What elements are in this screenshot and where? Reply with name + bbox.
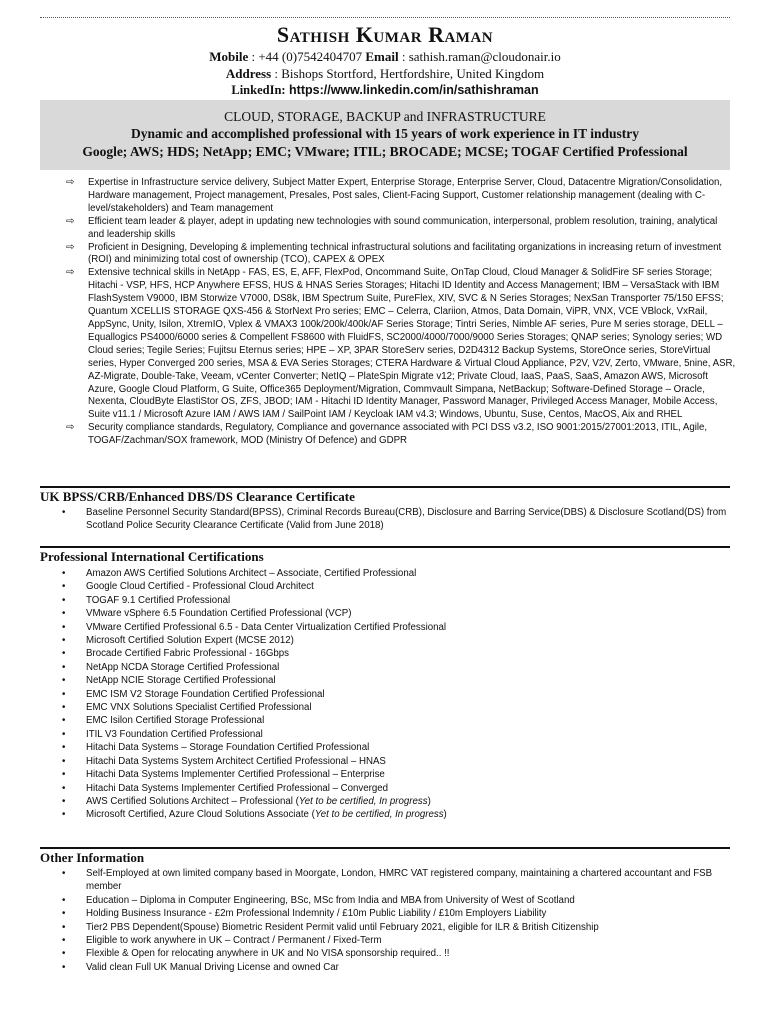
list-item: • Valid clean Full UK Manual Driving License and owned Car bbox=[62, 961, 339, 973]
list-item: • Amazon AWS Certified Solutions Architect – Associate, Certified Professional bbox=[62, 568, 417, 579]
summary-item: ⇨ Efficient team leader & player, adept in updating new technologies with sound communication, interpersonal, problem resolution, training, analytical and leadership skills bbox=[66, 215, 718, 240]
bullet-icon: • bbox=[62, 715, 66, 727]
candidate-name: Sathish Kumar Raman bbox=[276, 22, 494, 47]
certifications-list bbox=[62, 567, 736, 822]
pending-note: Yet to be certified, In progress bbox=[314, 809, 444, 821]
bullet-icon: • bbox=[62, 908, 66, 920]
list-item: • NetApp NCDA Storage Certified Professional bbox=[62, 661, 280, 673]
email-address[interactable]: sathish.raman@cloudonair.io bbox=[408, 49, 561, 64]
list-item: • Google Cloud Certified - Professional Cloud Architect bbox=[62, 581, 314, 593]
address-value: Bishops Stortford, Hertfordshire, United Kingdom bbox=[281, 66, 545, 81]
bullet-icon: • bbox=[62, 661, 66, 673]
list-item: • ITIL V3 Foundation Certified Professional bbox=[62, 728, 263, 740]
list-item: • Hitachi Data Systems System Architect Certified Professional – HNAS bbox=[62, 755, 386, 767]
summary-list bbox=[66, 177, 736, 448]
summary-item: ⇨ Proficient in Designing, Developing & implementing technical infrastructural solutions and facilitating organizations in increasing return of investment (ROI) and minimizing total cost of ownership (TCO), CAPEX & OPEX bbox=[66, 241, 722, 266]
list-item: • Microsoft Certified Solution Expert (MCSE 2012) bbox=[62, 635, 294, 647]
clearance-list bbox=[62, 506, 736, 533]
bullet-icon: • bbox=[62, 675, 66, 687]
bullet-icon: • bbox=[62, 742, 66, 754]
list-item-pending: • Microsoft Certified, Azure Cloud Solutions Associate (Yet to be certified, In progress) bbox=[62, 809, 447, 821]
address-line: Address : Bishops Stortford, Hertfordshire, United Kingdom bbox=[225, 66, 545, 81]
arrow-bullet-icon: ⇨ bbox=[66, 215, 75, 227]
bullet-icon: • bbox=[62, 921, 66, 933]
bullet-icon: • bbox=[62, 635, 66, 647]
resume-header bbox=[40, 22, 730, 99]
mobile-number: +44 (0)7542404707 bbox=[258, 49, 363, 64]
bullet-icon: • bbox=[62, 935, 66, 947]
banner-specialty: CLOUD, STORAGE, BACKUP and INFRASTRUCTURE bbox=[224, 109, 546, 124]
summary-item: ⇨ Expertise in Infrastructure service delivery, Subject Matter Expert, Enterprise Storage, Enterprise Server, Cloud, Datacentre Migration/Consolidation, Hardware management, Project management, Presales, Post sales, Client-Facing Support, Customer relationship management (dealing with C-level/stakeholders) and Team management bbox=[66, 177, 723, 214]
list-item: • Hitachi Data Systems Implementer Certified Professional – Enterprise bbox=[62, 769, 385, 781]
list-item-pending: • AWS Certified Solutions Architect – Professional (Yet to be certified, In progress) bbox=[62, 795, 431, 807]
pending-note: Yet to be certified, In progress bbox=[298, 795, 428, 807]
section-title-other: Other Information bbox=[40, 850, 145, 865]
list-item: • Tier2 PBS Dependent(Spouse) Biometric Resident Permit valid until February 2021, eligible for ILR & British Citizenship bbox=[62, 921, 599, 933]
bullet-icon: • bbox=[62, 755, 66, 767]
section-divider bbox=[40, 546, 730, 548]
bullet-icon: • bbox=[62, 568, 66, 579]
linkedin-label: LinkedIn: bbox=[231, 83, 286, 97]
list-item: • VMware Certified Professional 6.5 - Data Center Virtualization Certified Professional bbox=[62, 621, 447, 633]
list-item: • Hitachi Data Systems Implementer Certified Professional – Converged bbox=[62, 782, 389, 794]
summary-item: ⇨ Extensive technical skills in NetApp - FAS, ES, E, AFF, FlexPod, Oncommand Suite, OnTap Cloud, Cloud Manager & SolidFire SF series Storage; Hitachi - VSP, HFS, HCP Anywhere EFSS, HUS & HNAS Series Storages; Hitachi ID Identity and Access Management; IBM – VersaStack with IBM FlashSystem V9000, IBM Storwize V7000, DS8k, IBM Spectrum Suite, PureFlex, XIV, SVC & N Series Storages; NexSan Transporter 75/150 EFSS; Quantum XCELLIS STORAGE QXS-456 & StorNext Pro series; EMC – Celerra, Clariion, Atmos, Data Domain, ViPR, VNX, VCE VBlock, VxRail, AppSync, Unity, Isilon, XtremIO, Vplex & VMAX3 100k/200k/400k/AF Series Storage; Tintri Series, Nimble AF series, Pure M series storage, DELL – Equallogics PS4000/6000 series & Compellent FS8600 with FluidFS, SC2000/4000/7000/9000 Series Storages; QNAP series; Synology series; WD Cloud series; Tegile Series; Fujitsu Eternus series; HPE – XP, 3PAR StoreServ series, D2D4312 Backup Systems, StoreOnce series, StoreVirtual series, Hyper Converged 200 series, MSA & EVA Series Storages; CTERA Hardware & Virtual Cloud Appliance, P2V, V2V, Zerto, VMware, 5nine, ASR, AZ-Migrate, Double-Take, Veeam, vCenter Converter; NetIQ – PlateSpin Migrate v12; Private Cloud, IaaS, PaaS, SaaS, Amazon AWS, Microsoft Azure, Google Cloud Platform, G Suite, Office365 Deployment/Migration, Commvault Simpana, NetBackup; Software-Defined Storage – Oracle, Nexenta, CloudByte ElastiStor OS, ZFS, JBOD; IAM - Hitachi ID Identity Manager, Password Manager, Privileged Access Manager, Mobile Access, Suite v11.1 / Microsoft Azure IAM / AWS IAM / SailPoint IAM / Keycloak IAM v4.3; Windows, Ubuntu, Suse, Centos, MacOS, Aix and RHEL bbox=[66, 267, 736, 421]
list-item: • TOGAF 9.1 Certified Professional bbox=[62, 594, 231, 606]
arrow-bullet-icon: ⇨ bbox=[66, 241, 75, 253]
bullet-icon: • bbox=[62, 948, 66, 960]
bullet-icon: • bbox=[62, 894, 66, 906]
section-title-certifications: Professional International Certifications bbox=[40, 549, 264, 564]
bullet-icon: • bbox=[62, 795, 66, 807]
bullet-icon: • bbox=[62, 782, 66, 794]
bullet-icon: • bbox=[62, 688, 66, 700]
section-divider bbox=[40, 486, 730, 488]
bullet-icon: • bbox=[62, 608, 66, 620]
summary-item: ⇨ Security compliance standards, Regulatory, Compliance and governance associated with PCI DSS v3.2, ISO 9001:2015/27001:2013, ITIL, Agile, TOGAF/Zachman/SOX framework, MOD (Ministry Of Defence) and GDPR bbox=[66, 422, 708, 447]
contact-line: Mobile : +44 (0)7542404707 Email : sathish.raman@cloudonair.io bbox=[209, 49, 561, 64]
list-item: • EMC VNX Solutions Specialist Certified Professional bbox=[62, 702, 312, 714]
bullet-icon: • bbox=[62, 702, 66, 714]
list-item: • Hitachi Data Systems – Storage Foundation Certified Professional bbox=[62, 742, 370, 754]
linkedin-link[interactable]: https://www.linkedin.com/in/sathishraman bbox=[289, 83, 539, 97]
section-divider bbox=[40, 847, 730, 849]
list-item: • NetApp NCIE Storage Certified Professional bbox=[62, 675, 276, 687]
bullet-icon: • bbox=[62, 648, 66, 660]
arrow-bullet-icon: ⇨ bbox=[66, 267, 75, 279]
bullet-icon: • bbox=[62, 581, 66, 593]
list-item: • EMC ISM V2 Storage Foundation Certified Professional bbox=[62, 688, 325, 700]
bullet-icon: • bbox=[62, 728, 66, 740]
email-label: Email bbox=[365, 49, 399, 64]
bullet-icon: • bbox=[62, 621, 66, 633]
mobile-label: Mobile bbox=[209, 49, 249, 64]
bullet-icon: • bbox=[62, 868, 66, 879]
profile-banner bbox=[40, 100, 730, 170]
bullet-icon: • bbox=[62, 594, 66, 606]
list-item: • Brocade Certified Fabric Professional - 16Gbps bbox=[62, 648, 289, 660]
arrow-bullet-icon: ⇨ bbox=[66, 177, 75, 188]
bullet-icon: • bbox=[62, 961, 66, 973]
list-item: • Holding Business Insurance - £2m Professional Indemnity / £10m Public Liability / £10m Employers Liability bbox=[62, 908, 547, 920]
address-label: Address bbox=[225, 66, 272, 81]
bullet-icon: • bbox=[62, 809, 66, 821]
list-item: • EMC Isilon Certified Storage Professional bbox=[62, 715, 265, 727]
list-item: • Self-Employed at own limited company based in Moorgate, London, HMRC VAT registered company, maintaining a chartered accountant and FSB member bbox=[62, 868, 713, 893]
section-title-clearance: UK BPSS/CRB/Enhanced DBS/DS Clearance Certificate bbox=[40, 489, 355, 504]
banner-certifications: Google; AWS; HDS; NetApp; EMC; VMware; ITIL; BROCADE; MCSE; TOGAF Certified Professional bbox=[82, 144, 688, 159]
linkedin-line bbox=[40, 82, 730, 99]
list-item: • Education – Diploma in Computer Engineering, BSc, MSc from India and MBA from University of West of Scotland bbox=[62, 894, 575, 906]
list-item: • Eligible to work anywhere in UK – Contract / Permanent / Fixed-Term bbox=[62, 935, 382, 947]
list-item: • Baseline Personnel Security Standard(BPSS), Criminal Records Bureau(CRB), Disclosure and Barring Service(DBS) & Disclosure Scotland(DS) from Scotland Police Security Clearance Certificate (Valid from June 2018) bbox=[62, 507, 727, 532]
bullet-icon: • bbox=[62, 769, 66, 781]
other-info-list bbox=[62, 867, 736, 974]
banner-summary: Dynamic and accomplished professional with 15 years of work experience in IT industry bbox=[130, 126, 640, 141]
list-item: • Flexible & Open for relocating anywhere in UK and No VISA sponsorship required.. !! bbox=[62, 948, 450, 960]
arrow-bullet-icon: ⇨ bbox=[66, 422, 75, 434]
bullet-icon: • bbox=[62, 507, 66, 518]
list-item: • VMware vSphere 6.5 Foundation Certified Professional (VCP) bbox=[62, 608, 352, 620]
top-divider bbox=[40, 17, 730, 18]
